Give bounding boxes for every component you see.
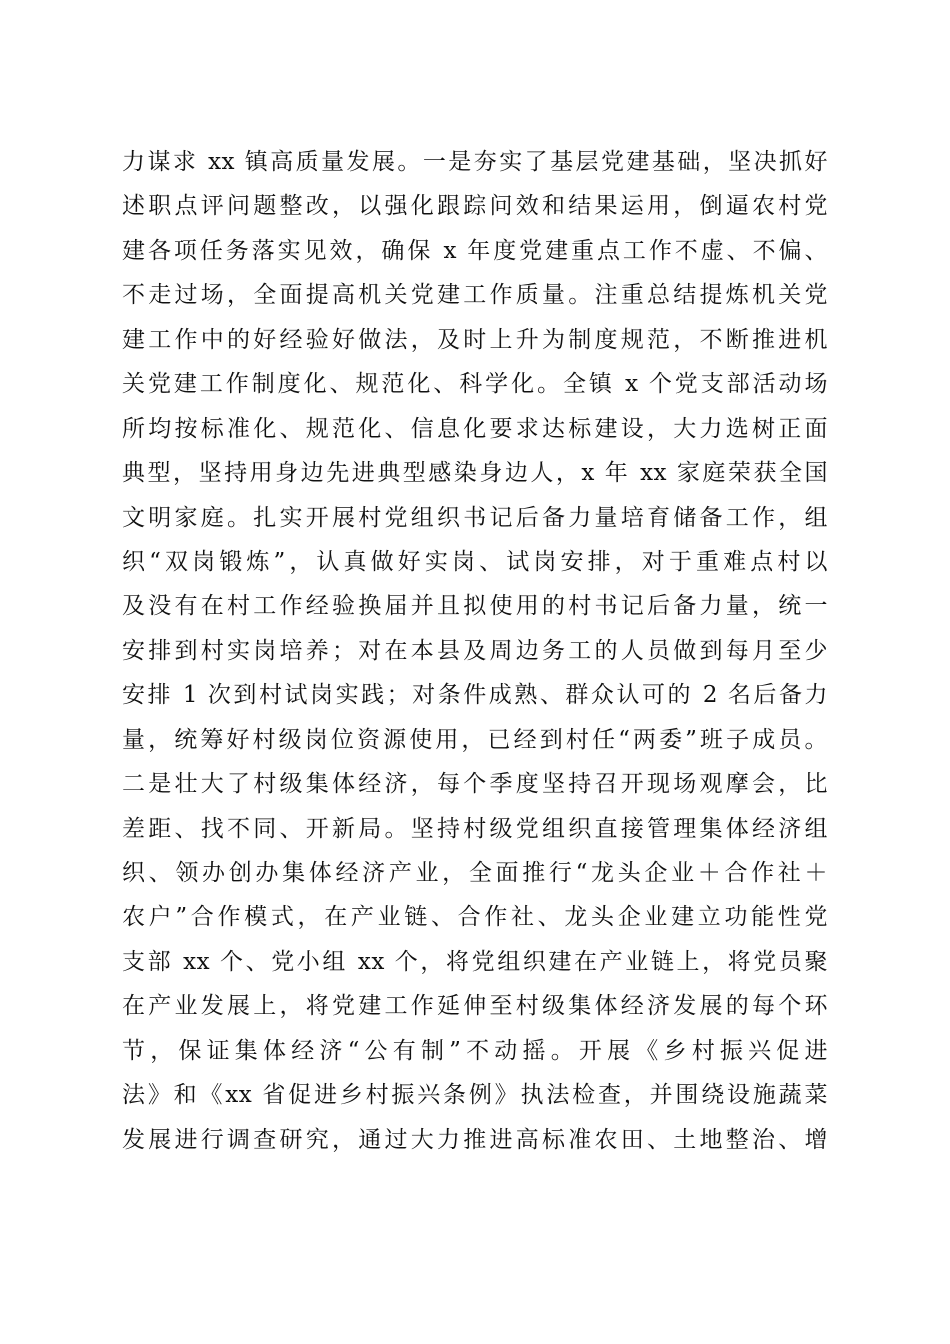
text-line: 及没有在村工作经验换届并且拟使用的村书记后备力量，统一 <box>122 593 828 620</box>
text-line: 建工作中的好经验好做法，及时上升为制度规范，不断推进机 <box>122 326 828 353</box>
text-line: 关党建工作制度化、规范化、科学化。全镇 x 个党支部活动场 <box>122 371 828 398</box>
text-line: 所均按标准化、规范化、信息化要求达标建设，大力选树正面 <box>122 415 828 442</box>
text-line: 在产业发展上，将党建工作延伸至村级集体经济发展的每个环 <box>122 993 828 1020</box>
text-line: 发展进行调查研究，通过大力推进高标准农田、土地整治、增 <box>122 1126 828 1153</box>
text-line: 安排 1 次到村试岗实践；对条件成熟、群众认可的 2 名后备力 <box>122 682 828 709</box>
text-line: 不走过场，全面提高机关党建工作质量。注重总结提炼机关党 <box>122 282 828 309</box>
text-line: 织、领办创办集体经济产业，全面推行“龙头企业＋合作社＋ <box>122 860 828 886</box>
text-line: 安排到村实岗培养；对在本县及周边务工的人员做到每月至少 <box>122 637 828 664</box>
text-line: 文明家庭。扎实开展村党组织书记后备力量培育储备工作，组 <box>122 504 828 531</box>
body-paragraph <box>122 140 828 1162</box>
text-line: 织“双岗锻炼”，认真做好实岗、试岗安排，对于重难点村以 <box>122 548 828 575</box>
text-line: 力谋求 xx 镇高质量发展。一是夯实了基层党建基础，坚决抓好 <box>122 149 828 175</box>
text-line: 差距、找不同、开新局。坚持村级党组织直接管理集体经济组 <box>122 815 828 842</box>
text-line: 二是壮大了村级集体经济，每个季度坚持召开现场观摩会，比 <box>122 771 828 798</box>
text-line: 典型，坚持用身边先进典型感染身边人，x 年 xx 家庭荣获全国 <box>122 460 828 487</box>
text-line: 支部 xx 个、党小组 xx 个，将党组织建在产业链上，将党员聚 <box>122 948 828 975</box>
text-line: 述职点评问题整改，以强化跟踪问效和结果运用，倒逼农村党 <box>122 193 828 220</box>
text-line: 建各项任务落实见效，确保 x 年度党建重点工作不虚、不偏、 <box>122 237 828 264</box>
text-line: 节，保证集体经济“公有制”不动摇。开展《乡村振兴促进 <box>122 1037 828 1064</box>
text-line: 量，统筹好村级岗位资源使用，已经到村任“两委”班子成员。 <box>122 726 828 753</box>
text-line: 农户”合作模式，在产业链、合作社、龙头企业建立功能性党 <box>122 904 828 931</box>
text-line: 法》和《xx 省促进乡村振兴条例》执法检查，并围绕设施蔬菜 <box>122 1082 828 1109</box>
